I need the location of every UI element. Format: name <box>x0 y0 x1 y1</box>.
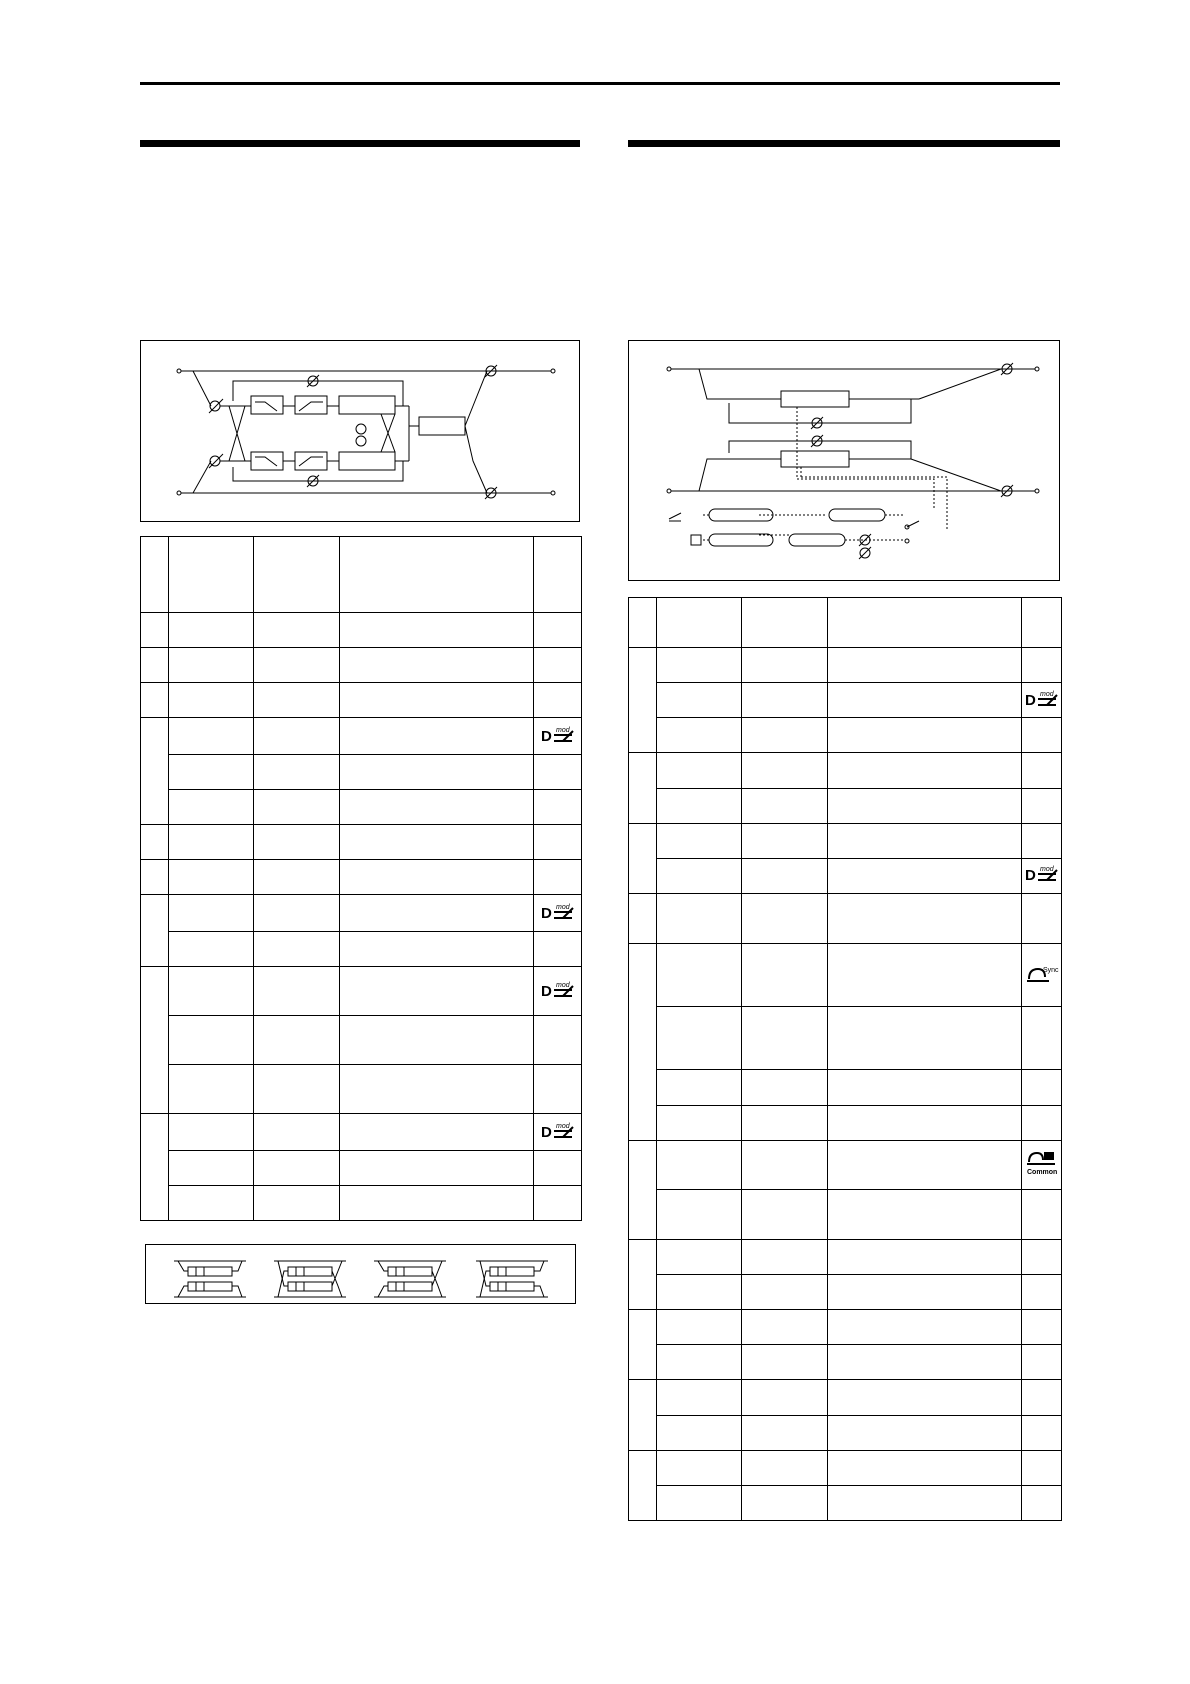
dmod-icon <box>534 718 582 755</box>
table-row <box>141 895 582 932</box>
table-row <box>141 967 582 1016</box>
svg-text:mod: mod <box>555 903 570 911</box>
svg-text:Sync: Sync <box>1042 966 1059 974</box>
table-row <box>629 1415 1062 1450</box>
signal-flow-right <box>629 341 1059 580</box>
dmod-icon <box>534 967 582 1016</box>
table-row <box>141 718 582 755</box>
dmod-icon <box>1022 683 1062 718</box>
dmod-icon <box>1022 858 1062 893</box>
svg-text:D: D <box>540 904 552 922</box>
table-row <box>629 1140 1062 1189</box>
table-row <box>141 1151 582 1186</box>
signal-flow-left <box>141 341 579 521</box>
table-row <box>629 1450 1062 1485</box>
table-row <box>629 944 1062 1007</box>
top-rule <box>140 82 1060 85</box>
block-diagram-right <box>628 340 1060 581</box>
table-row <box>141 683 582 718</box>
svg-text:D: D <box>540 727 552 745</box>
table-row <box>629 1007 1062 1070</box>
table-row <box>629 1310 1062 1345</box>
section-bar-right <box>628 140 1060 147</box>
table-row <box>629 1105 1062 1140</box>
parameter-table-right <box>628 597 1062 1521</box>
svg-text:D: D <box>1024 691 1036 709</box>
routing-variations <box>146 1245 575 1303</box>
section-bar-left <box>140 140 580 147</box>
parameter-table-left <box>140 536 582 1221</box>
dmod-icon <box>534 895 582 932</box>
table-row <box>141 860 582 895</box>
table-header-row <box>629 598 1062 648</box>
table-row <box>629 753 1062 788</box>
table-row <box>629 1070 1062 1105</box>
common-icon <box>1022 1140 1062 1189</box>
block-diagram-left <box>140 340 580 522</box>
svg-text:D: D <box>540 1123 552 1141</box>
routing-diagrams <box>145 1244 576 1304</box>
table-row <box>629 893 1062 943</box>
table-row <box>141 755 582 790</box>
table-row <box>629 1240 1062 1275</box>
svg-text:mod: mod <box>1039 690 1054 698</box>
table-row <box>629 1275 1062 1310</box>
sync-icon <box>1022 944 1062 1007</box>
svg-text:mod: mod <box>555 726 570 734</box>
table-row <box>629 1189 1062 1239</box>
table-row <box>141 932 582 967</box>
svg-text:mod: mod <box>1039 866 1054 874</box>
table-row <box>629 788 1062 823</box>
table-row <box>141 1114 582 1151</box>
table-row <box>629 1380 1062 1415</box>
table-row <box>629 858 1062 893</box>
table-row <box>141 613 582 648</box>
table-row <box>141 1065 582 1114</box>
svg-text:mod: mod <box>555 981 570 989</box>
svg-text:mod: mod <box>555 1122 570 1130</box>
svg-text:D: D <box>1024 867 1036 885</box>
svg-text:Common: Common <box>1026 1169 1057 1177</box>
table-row <box>141 648 582 683</box>
table-row <box>141 790 582 825</box>
table-row <box>629 648 1062 683</box>
table-row <box>141 1016 582 1065</box>
table-row <box>141 1186 582 1221</box>
table-header-row <box>141 537 582 613</box>
table-row <box>141 825 582 860</box>
table-row <box>629 1485 1062 1520</box>
table-row <box>629 1345 1062 1380</box>
svg-text:D: D <box>540 982 552 1000</box>
dmod-icon <box>534 1114 582 1151</box>
table-row <box>629 718 1062 753</box>
table-row <box>629 683 1062 718</box>
table-row <box>629 823 1062 858</box>
